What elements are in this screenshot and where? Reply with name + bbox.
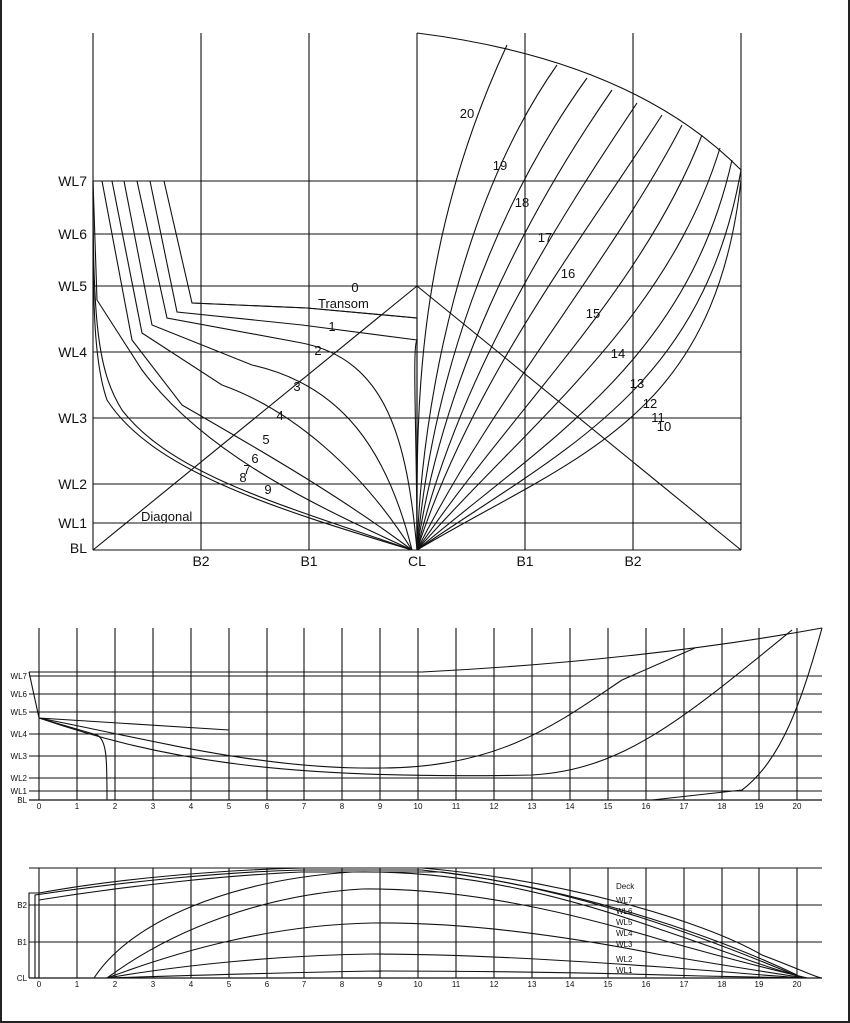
station-label: 5 <box>262 432 270 447</box>
station-label: 16 <box>641 980 651 989</box>
station-label: 19 <box>492 158 508 173</box>
station-label: 20 <box>792 802 802 811</box>
half-breadth-curves <box>29 868 822 978</box>
curve-label: WL6 <box>616 907 633 916</box>
station-label: 17 <box>679 802 689 811</box>
station-label: 5 <box>226 802 232 811</box>
body-plan-waterline-labels <box>58 173 87 556</box>
wl-label: WL1 <box>58 515 87 531</box>
station-label: 8 <box>239 470 247 485</box>
wl-label: WL3 <box>58 410 87 426</box>
curve-label: WL3 <box>616 940 633 949</box>
curve-label: WL1 <box>616 966 633 975</box>
profile-waterline-labels <box>11 672 28 805</box>
station-label: 17 <box>537 230 553 245</box>
station-label: 1 <box>328 319 336 334</box>
buttock-label: B2 <box>17 901 27 910</box>
station-label: 6 <box>251 451 259 466</box>
station-label: 1 <box>74 980 80 989</box>
body-plan <box>58 33 741 569</box>
body-plan-aft-station-labels <box>239 280 358 497</box>
station-label: 20 <box>459 106 475 121</box>
station-label: 15 <box>603 802 613 811</box>
curve-label: WL7 <box>616 896 633 905</box>
station-label: 3 <box>150 802 156 811</box>
station-label: 12 <box>642 396 658 411</box>
half-breadth-curve-labels <box>616 882 635 975</box>
station-label: 18 <box>717 980 727 989</box>
station-label: 6 <box>264 980 270 989</box>
station-label: 8 <box>339 980 345 989</box>
wl-label: WL7 <box>58 173 87 189</box>
centerline-label: CL <box>16 974 27 983</box>
station-label: 10 <box>413 980 423 989</box>
buttock-label: B1 <box>516 553 534 569</box>
profile-station-labels <box>37 802 802 811</box>
station-label: 9 <box>377 980 383 989</box>
station-label: 2 <box>112 980 118 989</box>
buttock-label: B2 <box>192 553 210 569</box>
station-label: 0 <box>351 280 359 295</box>
station-label: 10 <box>656 419 672 434</box>
half-breadth-plan <box>17 868 822 989</box>
wl-label: WL1 <box>10 787 27 796</box>
station-label: 17 <box>679 980 689 989</box>
curve-label: WL5 <box>616 918 633 927</box>
station-label: 2 <box>112 802 118 811</box>
profile-curves <box>29 628 822 800</box>
wl-label: WL3 <box>10 752 27 761</box>
curve-label: WL4 <box>616 929 633 938</box>
wl-label: WL2 <box>10 774 27 783</box>
wl-label: WL6 <box>58 226 87 242</box>
station-label: 4 <box>188 980 194 989</box>
wl-label: WL5 <box>58 278 87 294</box>
wl-label: WL4 <box>10 730 27 739</box>
station-label: 2 <box>314 343 322 358</box>
aft-station-curves <box>93 181 417 550</box>
station-label: 11 <box>451 980 461 989</box>
station-label: 3 <box>150 980 156 989</box>
station-label: 14 <box>565 802 575 811</box>
station-label: 7 <box>301 980 307 989</box>
diagonal-label: Diagonal <box>141 509 193 524</box>
station-label: 16 <box>641 802 651 811</box>
curve-label: Deck <box>616 882 635 891</box>
station-label: 18 <box>717 802 727 811</box>
transom <box>192 303 417 318</box>
station-label: 0 <box>36 980 42 989</box>
station-label: 15 <box>585 306 601 321</box>
station-label: 6 <box>264 802 270 811</box>
station-label: 12 <box>489 802 499 811</box>
station-label: 7 <box>243 462 251 477</box>
station-label: 8 <box>339 802 345 811</box>
station-label: 7 <box>301 802 307 811</box>
half-breadth-buttock-labels <box>17 901 28 983</box>
buttock-label: B1 <box>17 938 27 947</box>
station-label: 13 <box>527 980 537 989</box>
buttock-label: B1 <box>300 553 318 569</box>
wl-label: WL5 <box>10 708 27 717</box>
station-label: 1 <box>74 802 80 811</box>
station-label: 3 <box>293 379 301 394</box>
profile-plan-grid <box>29 628 822 800</box>
profile-plan <box>11 628 822 811</box>
body-plan-fwd-station-labels <box>460 106 671 434</box>
station-label: 18 <box>514 195 530 210</box>
wl-label: BL <box>17 796 27 805</box>
centerline-label: CL <box>408 553 426 569</box>
half-breadth-station-labels <box>37 980 802 989</box>
wl-label: WL7 <box>10 672 27 681</box>
station-label: 14 <box>610 346 626 361</box>
lines-plan-drawing <box>2 0 850 1023</box>
station-label: 11 <box>451 802 461 811</box>
station-label: 5 <box>226 980 232 989</box>
station-label: 0 <box>36 802 42 811</box>
station-label: 13 <box>629 376 645 391</box>
station-label: 14 <box>565 980 575 989</box>
wl-label: WL2 <box>58 476 87 492</box>
station-label: 16 <box>560 266 576 281</box>
buttock-label: B2 <box>624 553 642 569</box>
body-plan-buttock-labels <box>192 553 641 569</box>
curve-label: WL2 <box>616 955 633 964</box>
station-label: 9 <box>264 482 272 497</box>
station-label: 15 <box>603 980 613 989</box>
station-label: 19 <box>754 980 764 989</box>
wl-label: BL <box>69 540 87 556</box>
wl-label: WL4 <box>58 344 87 360</box>
station-label: 19 <box>754 802 764 811</box>
station-label: 11 <box>651 410 665 425</box>
transom-label: Transom <box>318 296 369 311</box>
station-label: 9 <box>377 802 383 811</box>
station-label: 10 <box>413 802 423 811</box>
station-label: 4 <box>276 408 284 423</box>
station-label: 12 <box>489 980 499 989</box>
station-label: 13 <box>527 802 537 811</box>
station-label: 20 <box>792 980 802 989</box>
wl-label: WL6 <box>10 690 27 699</box>
station-label: 4 <box>188 802 194 811</box>
